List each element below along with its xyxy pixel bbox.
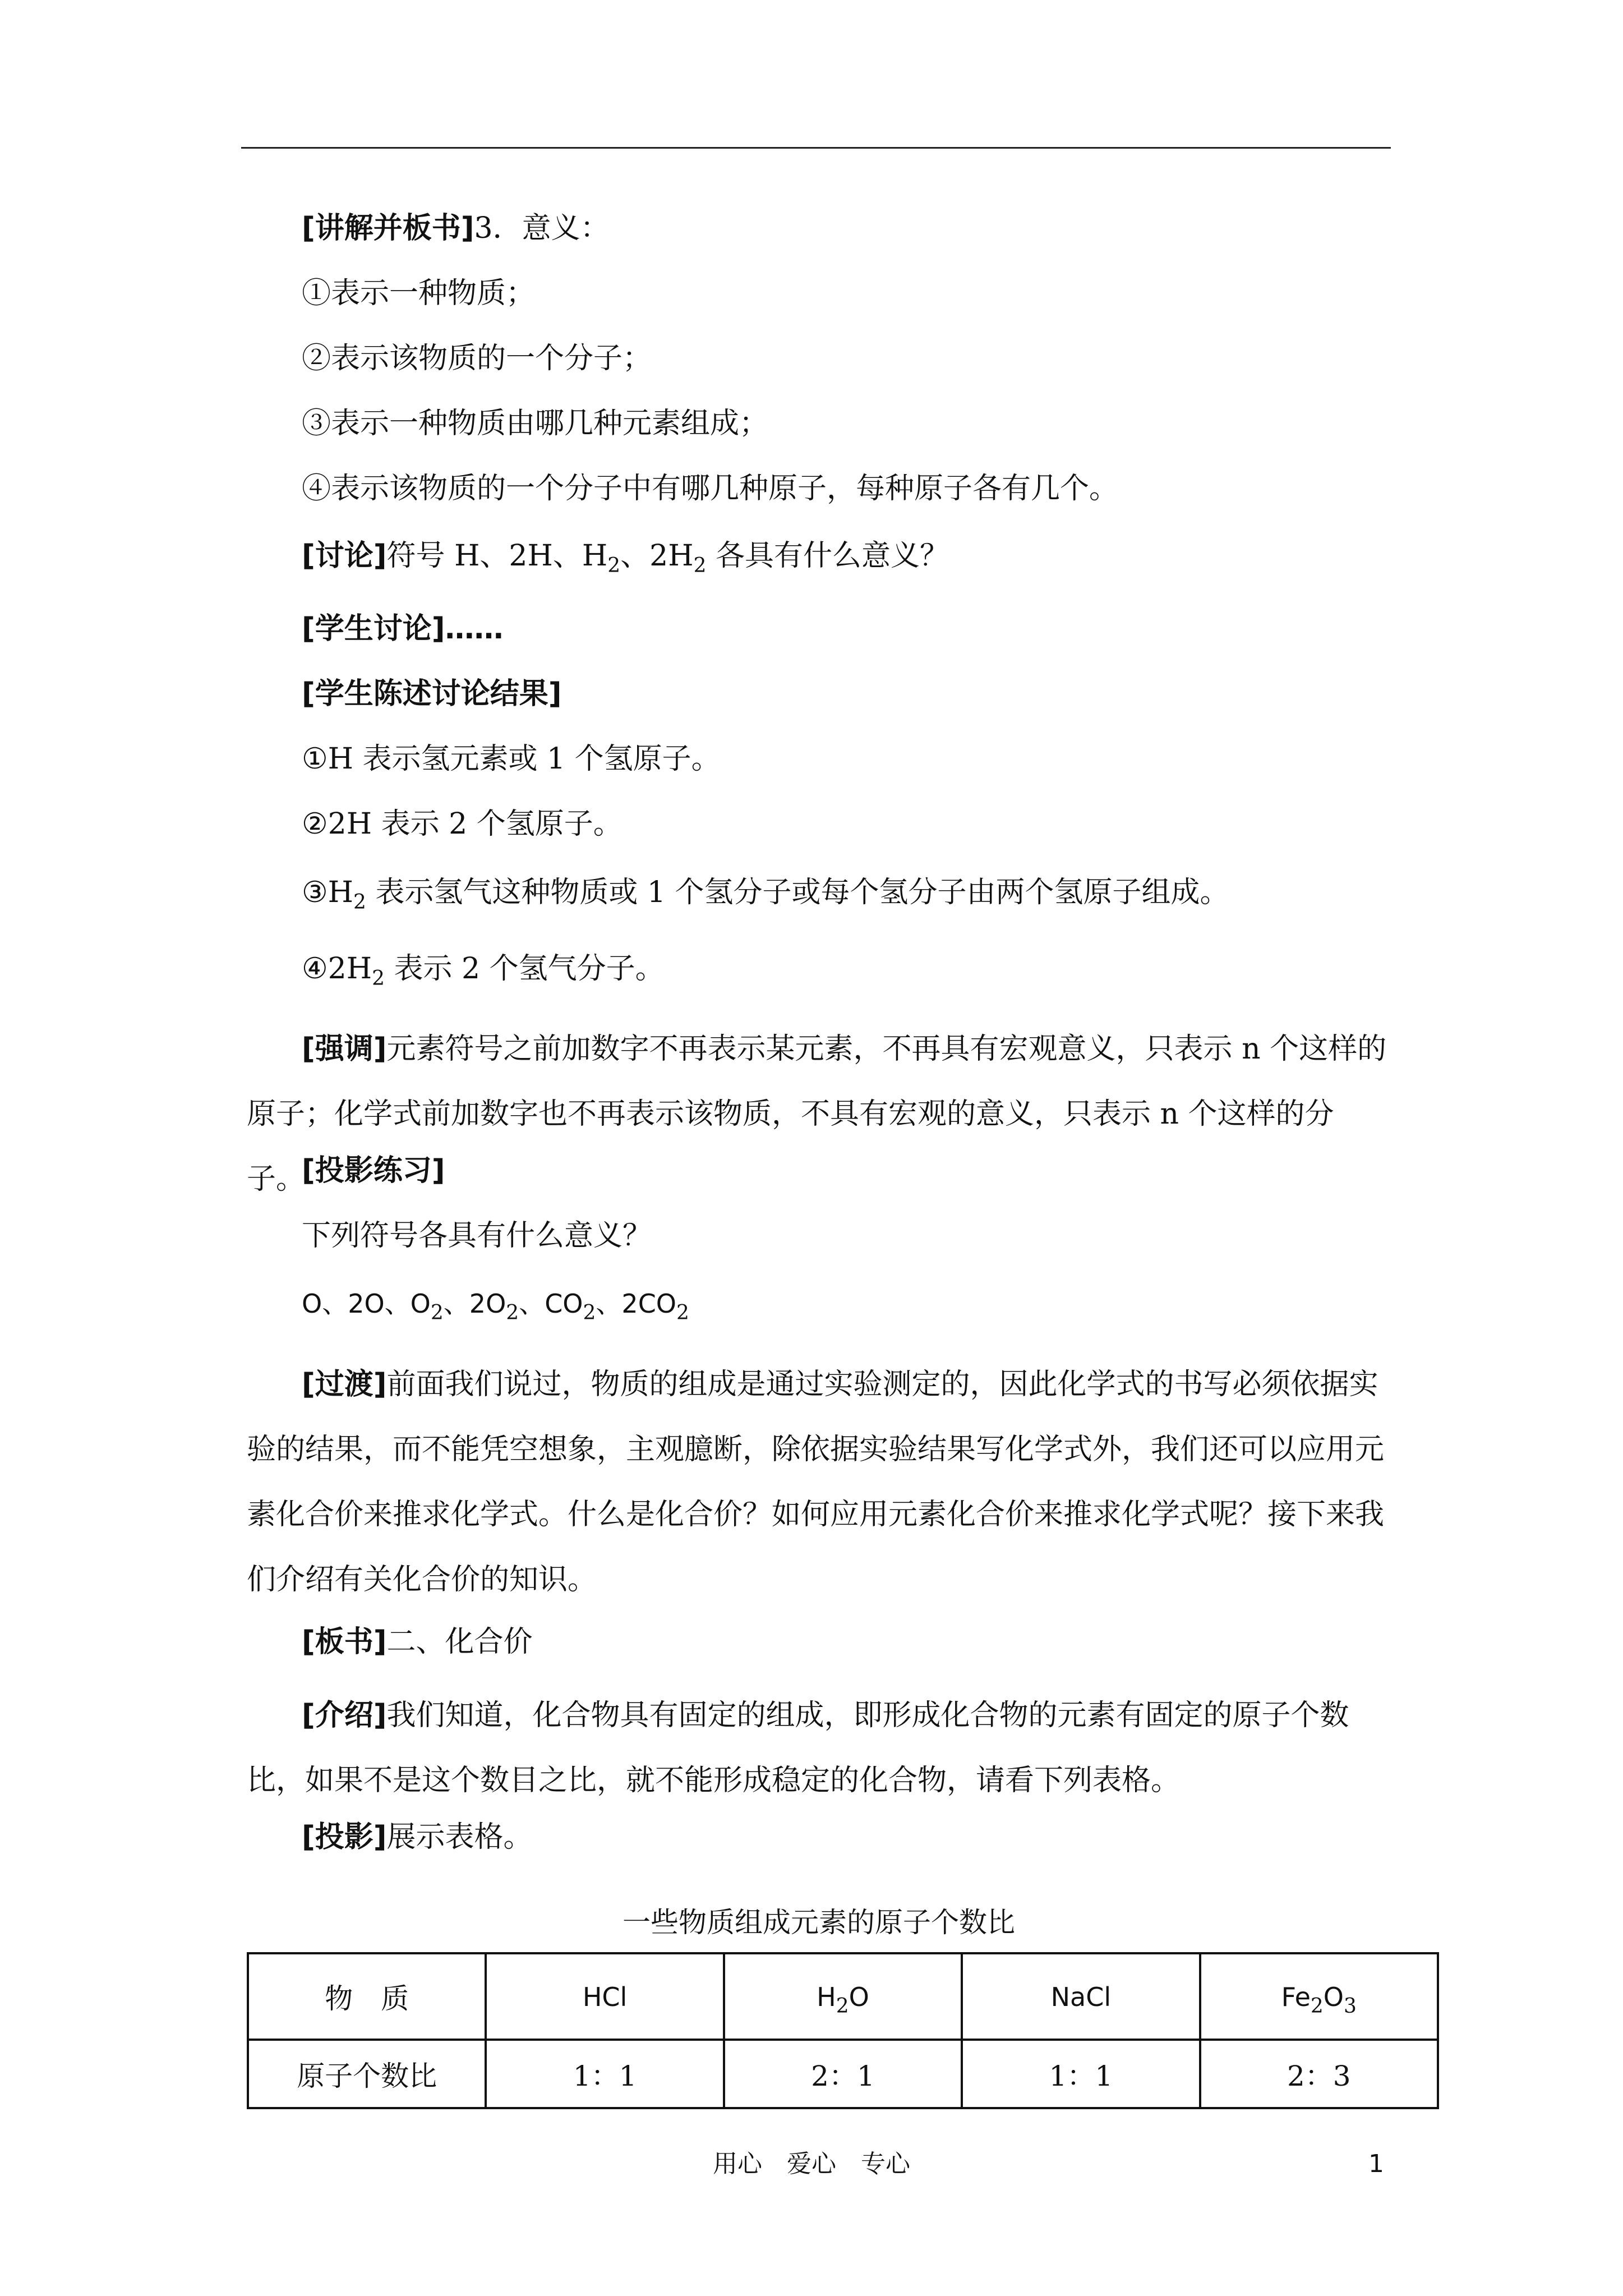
line-text: ①H 表示氢元素或 1 个氢原子。 [302, 742, 721, 776]
formula-text: O [849, 1982, 869, 2012]
table-cell-ratio: 1：1 [486, 2040, 723, 2108]
line-meaning-3 [302, 403, 768, 444]
line-tag: [过渡] [302, 1368, 387, 1401]
line-text: 3．意义： [474, 211, 610, 245]
line-text: ①表示一种物质； [302, 277, 536, 310]
line-projection [302, 1816, 533, 1858]
line-text: 表示氢气这种物质或 1 个氢分子或每个氢分子由两个氢原子组成。 [366, 876, 1229, 909]
line-meaning-heading [302, 208, 610, 249]
atom-ratio-table [247, 1952, 1439, 2109]
line-tag: [讲解并板书] [302, 211, 474, 245]
line-tag: [投影] [302, 1820, 387, 1854]
line-exercise-symbols [302, 1282, 689, 1324]
subscript: 2 [607, 554, 621, 577]
table-header-label: 物 质 [248, 1953, 486, 2040]
table-cell-substance [486, 1953, 723, 2040]
line-tag: [板书] [302, 1625, 387, 1659]
table-cell-substance [1200, 1953, 1438, 2040]
line-meaning-1 [302, 273, 535, 314]
symbol-text: O、2O、O [302, 1289, 431, 1319]
line-tag: [讨论] [302, 539, 387, 573]
line-text: 展示表格。 [386, 1820, 533, 1854]
subscript: 2 [676, 1301, 689, 1324]
line-exercise-question [302, 1215, 652, 1257]
line-result-3 [302, 872, 1229, 913]
table-row [248, 1953, 1438, 2040]
subscript: 2 [693, 554, 707, 577]
subscript: 2 [583, 1301, 596, 1324]
line-text: 表示 2 个氢气分子。 [384, 952, 665, 986]
table-cell-substance [962, 1953, 1200, 2040]
line-text: 符号 H、2H、H [386, 539, 608, 573]
line-tag: [介绍] [302, 1699, 387, 1732]
line-text: 各具有什么意义？ [706, 539, 949, 573]
formula-text: Fe [1281, 1982, 1311, 2012]
formula-text: O [1323, 1982, 1344, 2012]
line-meaning-2 [302, 338, 652, 379]
line-text: 二、化合价 [386, 1625, 533, 1659]
header-rule [241, 147, 1391, 149]
paragraph-text: 前面我们说过，物质的组成是通过实验测定的，因此化学式的书写必须依据实验的结果，而不能凭空想象，主观臆断，除依据实验结果写化学式外，我们还可以应用元素化合价来推求化学式。什么是化合价？如何应用元素化合价来推求化学式呢？接下来我们介绍有关化合价的知识。 [247, 1368, 1385, 1596]
line-result-1 [302, 738, 721, 780]
line-text: ②表示该物质的一个分子； [302, 342, 652, 375]
symbol-text: 、2O [443, 1289, 506, 1319]
subscript: 2 [506, 1301, 519, 1324]
formula-text: NaCl [1050, 1982, 1112, 2012]
subscript: 2 [353, 891, 366, 914]
line-text: 、2H [620, 539, 694, 573]
subscript: 2 [430, 1301, 444, 1324]
line-student-discussion [302, 608, 504, 650]
paragraph-transition [247, 1352, 1391, 1612]
line-tag: [投影练习] [302, 1154, 445, 1188]
line-result-4 [302, 948, 665, 990]
table-caption: 一些物质组成元素的原子个数比 [623, 1906, 1015, 1939]
line-student-results [302, 673, 562, 715]
symbol-text: 、CO [519, 1289, 583, 1319]
table-cell-ratio: 2：1 [724, 2040, 962, 2108]
paragraph-text: 元素符号之前加数字不再表示某元素，不再具有宏观意义，只表示 n 个这样的原子；化学式前加数字也不再表示该物质，不具有宏观的意义，只表示 n 个这样的分子。 [247, 1032, 1387, 1196]
line-text: ④2H [302, 952, 372, 986]
table-row [248, 2040, 1438, 2108]
line-text: ②2H 表示 2 个氢原子。 [302, 807, 623, 841]
line-board [302, 1621, 533, 1663]
table-cell-substance [724, 1953, 962, 2040]
line-text: ③表示一种物质由哪几种元素组成； [302, 407, 769, 440]
line-tag: [学生讨论] [302, 612, 445, 646]
table-cell-ratio: 1：1 [962, 2040, 1200, 2108]
line-text: ④表示该物质的一个分子中有哪几种原子，每种原子各有几个。 [302, 472, 1119, 505]
footer-motto: 用心 爱心 专心 [713, 2150, 910, 2178]
page-number: 1 [1368, 2150, 1384, 2178]
line-tag: [强调] [302, 1032, 387, 1066]
subscript: 2 [372, 967, 385, 990]
line-tag: [学生陈述讨论结果] [302, 677, 562, 711]
paragraph-text: 我们知道，化合物具有固定的组成，即形成化合物的元素有固定的原子个数比，如果不是这个数目之比，就不能形成稳定的化合物，请看下列表格。 [247, 1699, 1349, 1797]
line-discussion [302, 535, 949, 577]
subscript: 3 [1344, 1995, 1357, 2018]
formula-text: H [817, 1982, 836, 2012]
line-text: ③H [302, 876, 353, 909]
line-text: 下列符号各具有什么意义？ [302, 1219, 652, 1253]
formula-text: HCl [582, 1982, 628, 2012]
line-exercise-tag [302, 1150, 445, 1191]
line-result-2 [302, 803, 623, 845]
table-cell-ratio: 2：3 [1200, 2040, 1438, 2108]
symbol-text: 、2CO [596, 1289, 677, 1319]
line-text: …… [445, 612, 504, 646]
paragraph-intro [247, 1683, 1391, 1813]
table-row-label: 原子个数比 [248, 2040, 486, 2108]
subscript: 2 [1310, 1995, 1324, 2018]
line-meaning-4 [302, 468, 1118, 509]
subscript: 2 [836, 1995, 849, 2018]
